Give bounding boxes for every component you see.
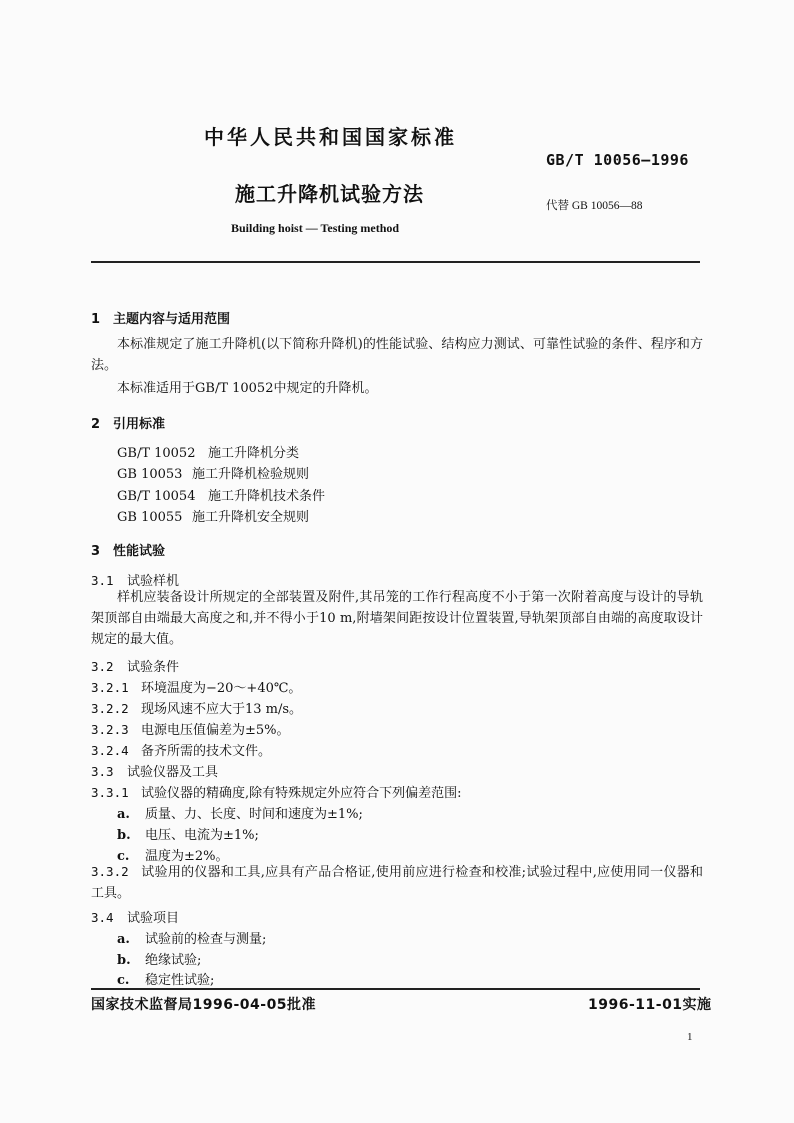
clause-3-2-1 xyxy=(91,677,301,696)
clause-3-3-1 xyxy=(91,782,462,801)
list-marker: b. xyxy=(117,828,131,843)
section-title: 引用标准 xyxy=(113,417,166,432)
clause-3-2-4 xyxy=(91,740,271,759)
section-1-paragraph-2: 本标准适用于GB/T 10052中规定的升降机。 xyxy=(117,381,378,396)
list-marker: a. xyxy=(117,932,130,947)
list-text: 电压、电流为±1%; xyxy=(145,828,259,843)
list-text: 质量、力、长度、时间和速度为±1%; xyxy=(145,807,363,822)
clause-number: 3.2.4 xyxy=(91,743,129,758)
clause-3-2-3 xyxy=(91,719,290,738)
reference-code: GB 10055 xyxy=(117,510,183,525)
clause-number: 3.3.1 xyxy=(91,785,129,800)
clause-title: 试验样机 xyxy=(127,574,180,589)
approval-statement: 国家技术监督局1996-04-05批准 xyxy=(91,997,317,1013)
clause-text: 环境温度为−20～+40℃。 xyxy=(141,681,302,696)
clause-number: 3.2.1 xyxy=(91,680,129,695)
page-number: 1 xyxy=(687,1031,693,1043)
section-number: 3 xyxy=(91,544,101,559)
clause-text: 试验仪器的精确度,除有特殊规定外应符合下列偏差范围: xyxy=(141,786,462,801)
reference-code: GB 10053 xyxy=(117,467,183,482)
list-text: 试验前的检查与测量; xyxy=(145,932,267,947)
reference-name: 施工升降机安全规则 xyxy=(192,510,310,525)
section-title: 性能试验 xyxy=(113,544,166,559)
section-2-heading xyxy=(91,413,165,432)
clause-title: 试验条件 xyxy=(127,660,180,675)
clause-text: 电源电压值偏差为±5%。 xyxy=(141,723,290,738)
reference-name: 施工升降机检验规则 xyxy=(192,467,310,482)
list-marker: a. xyxy=(117,807,130,822)
clause-number: 3.3 xyxy=(91,764,114,779)
list-item xyxy=(117,803,363,822)
clause-3-3-heading xyxy=(91,761,218,780)
clause-number: 3.2.2 xyxy=(91,701,129,716)
section-1-heading xyxy=(91,308,230,327)
list-item xyxy=(117,949,201,968)
clause-number: 3.2.3 xyxy=(91,722,129,737)
list-item xyxy=(117,969,214,988)
list-marker: c. xyxy=(117,849,130,864)
clause-title: 试验仪器及工具 xyxy=(127,765,219,780)
reference-code: GB/T 10052 xyxy=(117,446,196,461)
clause-number: 3.3.2 xyxy=(91,864,129,879)
section-number: 2 xyxy=(91,417,101,432)
document-title: 施工升降机试验方法 xyxy=(235,182,424,206)
reference-name: 施工升降机技术条件 xyxy=(208,489,326,504)
clause-text: 备齐所需的技术文件。 xyxy=(141,744,272,759)
section-title: 主题内容与适用范围 xyxy=(113,312,231,327)
clause-number: 3.1 xyxy=(91,573,114,588)
list-item xyxy=(117,824,259,843)
list-marker: b. xyxy=(117,953,131,968)
list-marker: c. xyxy=(117,973,130,988)
clause-text: 试验用的仪器和工具,应具有产品合格证,使用前应进行检查和校准;试验过程中,应使用同一仪器和工具。 xyxy=(91,865,703,901)
list-text: 温度为±2%。 xyxy=(145,849,229,864)
footer-divider xyxy=(91,988,700,990)
reference-name: 施工升降机分类 xyxy=(208,446,300,461)
list-item xyxy=(117,928,266,947)
document-title-english: Building hoist — Testing method xyxy=(231,221,400,235)
clause-3-3-2 xyxy=(91,861,703,904)
replaces-note: 代替 GB 10056—88 xyxy=(546,200,643,212)
header-divider xyxy=(91,261,700,263)
effective-date: 1996-11-01实施 xyxy=(588,997,712,1013)
clause-3-2-2 xyxy=(91,698,302,717)
clause-3-4-heading xyxy=(91,907,179,926)
clause-title: 试验项目 xyxy=(127,911,180,926)
clause-number: 3.2 xyxy=(91,659,114,674)
clause-3-1-text: 样机应装备设计所规定的全部装置及附件,其吊笼的工作行程高度不小于第一次附着高度与设计的导轨架顶部自由端最大高度之和,并不得小于10 m,附墙架间距按设计位置装置,导轨架顶部自由端的高度取设计规定的最大值。 xyxy=(91,590,703,647)
national-standard-heading: 中华人民共和国国家标准 xyxy=(204,125,457,149)
section-3-heading xyxy=(91,540,165,559)
reference-item xyxy=(117,463,309,482)
list-text: 稳定性试验; xyxy=(145,973,215,988)
reference-code: GB/T 10054 xyxy=(117,489,196,504)
section-number: 1 xyxy=(91,312,101,327)
section-1-paragraph-1: 本标准规定了施工升降机(以下简称升降机)的性能试验、结构应力测试、可靠性试验的条件、程序和方法。 xyxy=(91,337,703,373)
clause-number: 3.4 xyxy=(91,910,114,925)
clause-3-2-heading xyxy=(91,656,179,675)
reference-item xyxy=(117,485,325,504)
clause-text: 现场风速不应大于13 m/s。 xyxy=(141,702,303,717)
standard-code: GB/T 10056—1996 xyxy=(546,151,689,169)
list-text: 绝缘试验; xyxy=(145,953,202,968)
reference-item xyxy=(117,442,299,461)
reference-item xyxy=(117,506,309,525)
